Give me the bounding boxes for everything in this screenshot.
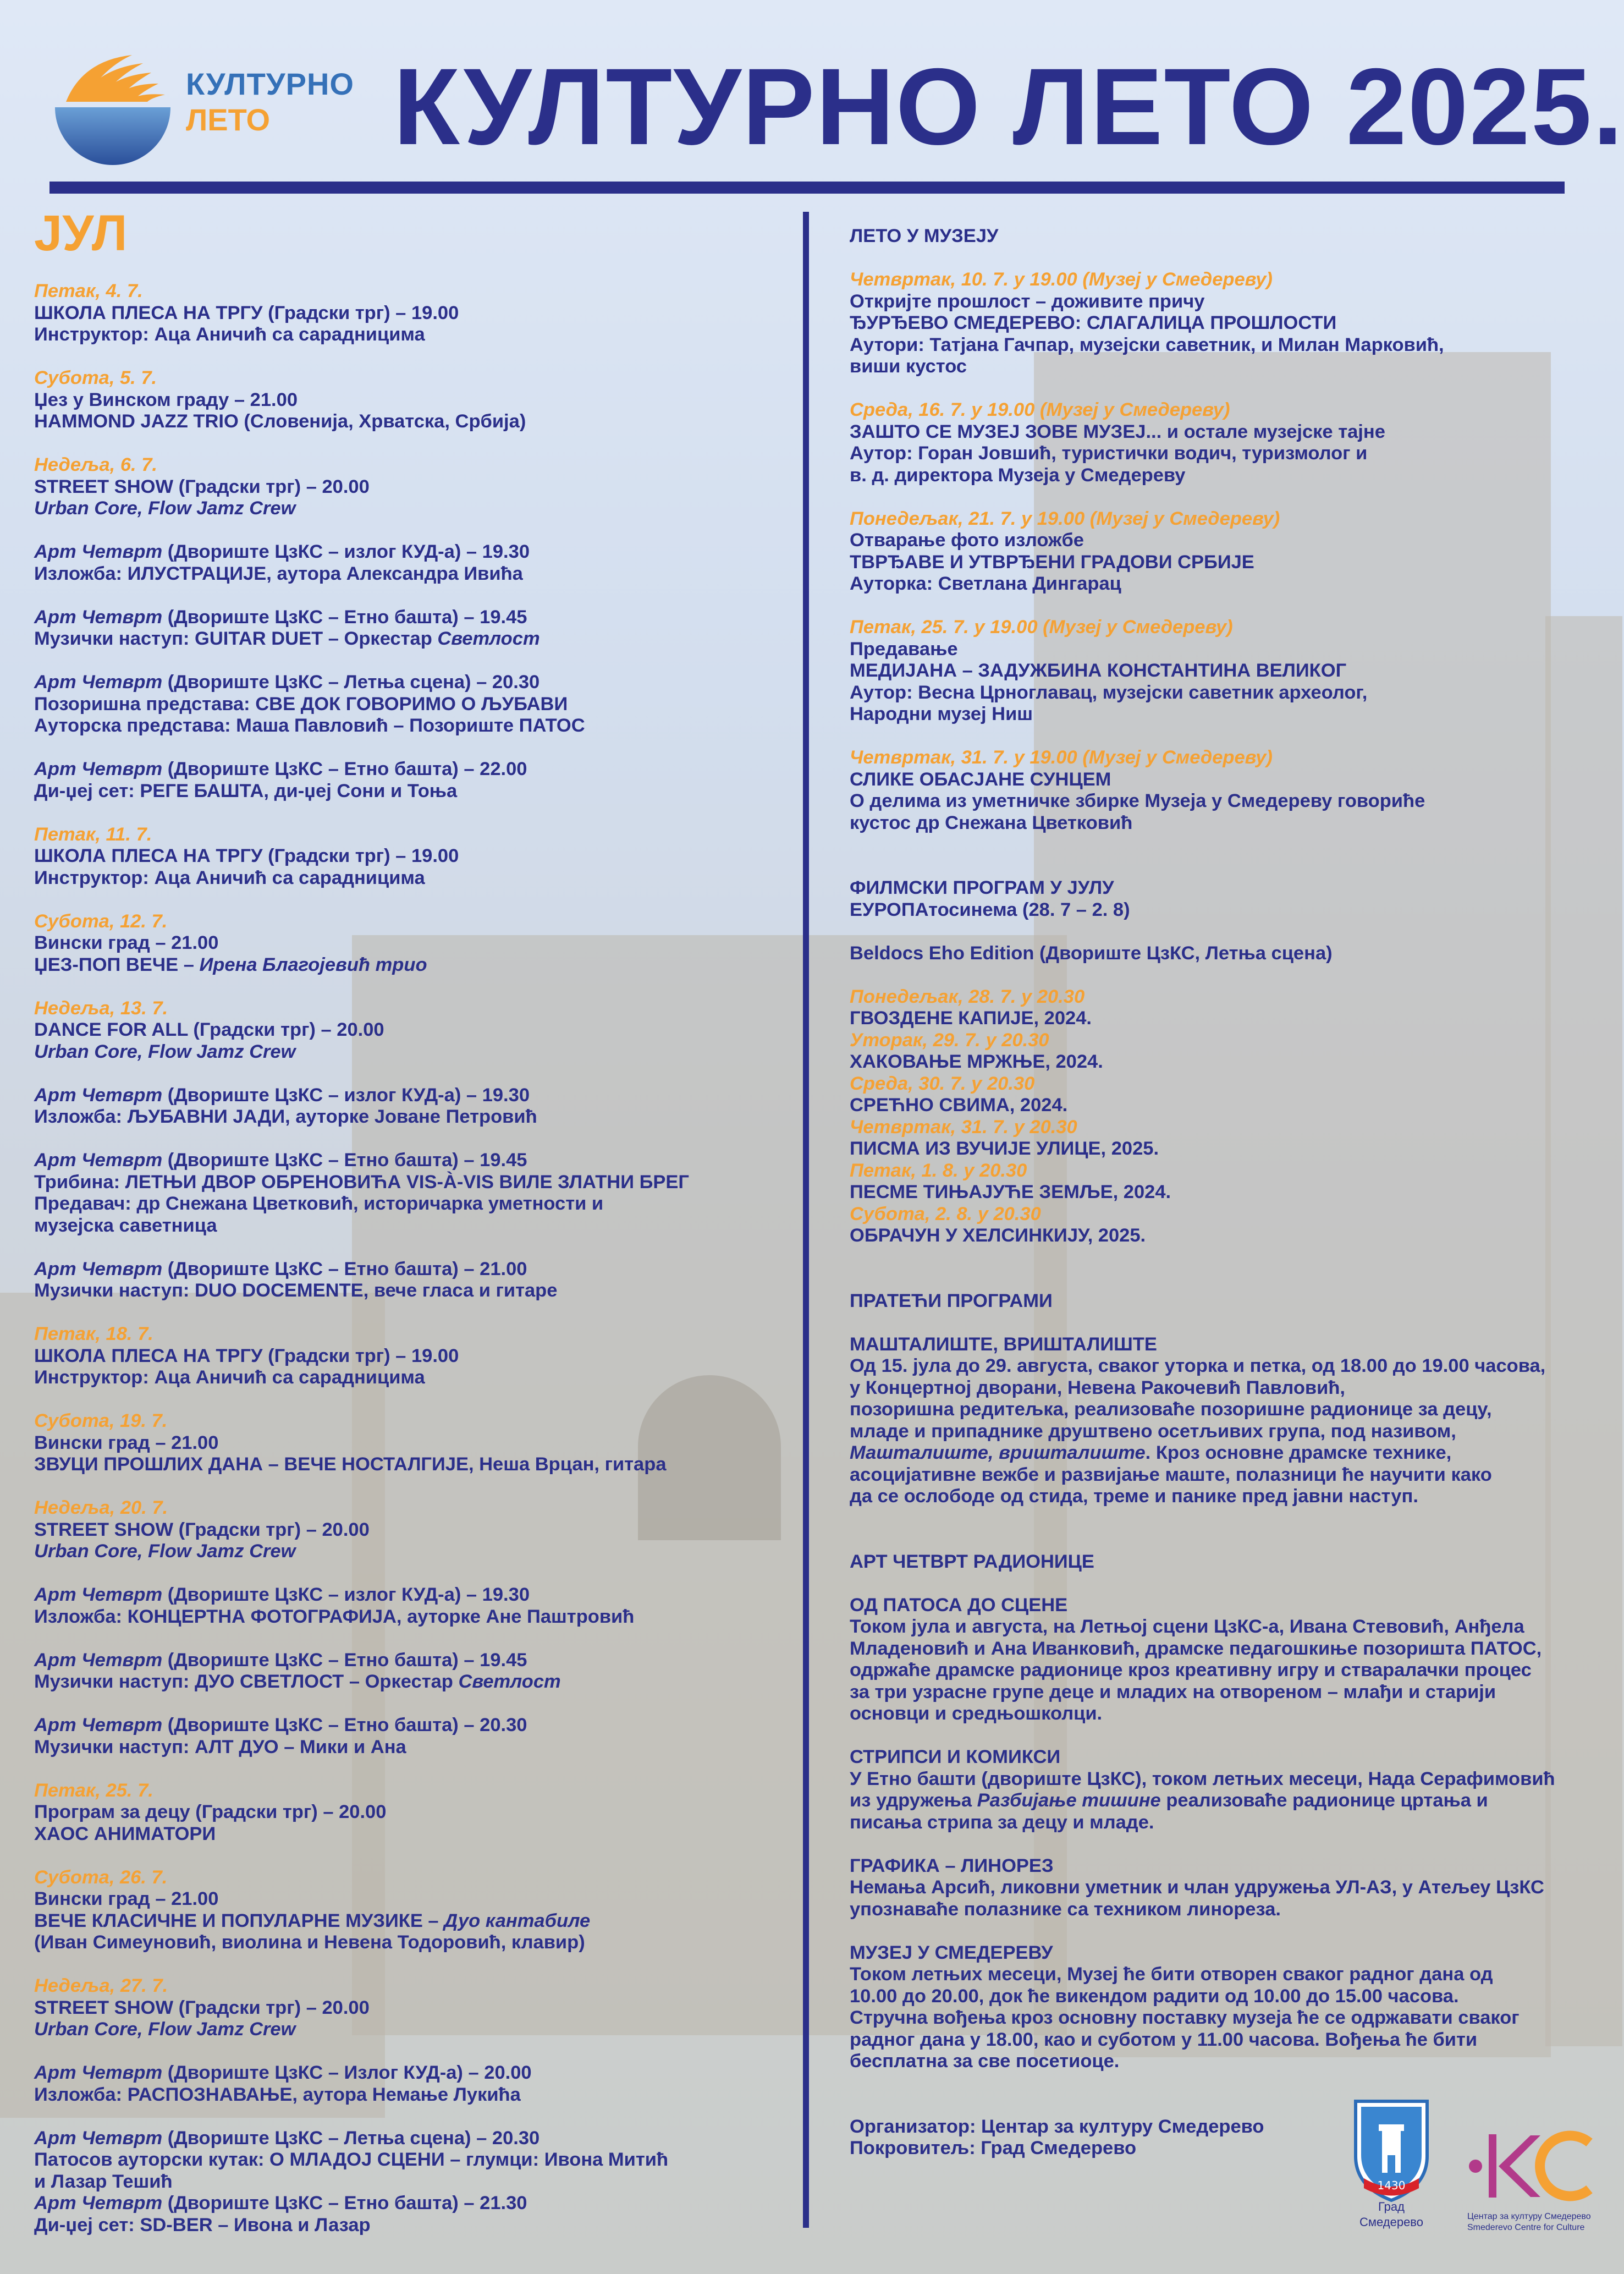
event-line xyxy=(34,476,793,498)
museum-heading: ЛЕТО У МУЗЕЈУ xyxy=(850,226,999,246)
event-line xyxy=(34,1650,793,1672)
event-line xyxy=(34,1519,793,1541)
event-item xyxy=(34,1085,793,1128)
event-date: Субота, 26. 7. xyxy=(34,1866,168,1888)
event-item xyxy=(34,672,793,737)
workshop-title: ГРАФИКА – ЛИНОРЕЗ xyxy=(850,1855,1054,1876)
text-segment: (Двориште ЦзКС – Етно башта) – 21.00 xyxy=(162,1258,527,1279)
logo-text-kulturno: КУЛТУРНО xyxy=(186,67,354,101)
event-line xyxy=(34,1280,793,1302)
film-screening-title: ОБРАЧУН У ХЕЛСИНКИЈУ, 2025. xyxy=(850,1225,1146,1246)
text-segment: (Двориште ЦзКС – Етно башта) – 19.45 xyxy=(162,1150,527,1171)
event-line xyxy=(34,1997,793,2019)
museum-event-line: виши кустос xyxy=(850,356,967,377)
text-segment: (Двориште ЦзКС – Етно башта) – 21.30 xyxy=(162,2193,527,2213)
text-segment: из удружења xyxy=(850,1790,977,1811)
text-segment: ВЕЧЕ КЛАСИЧНЕ И ПОПУЛАРНЕ МУЗИКЕ – xyxy=(34,1910,444,1931)
workshop-line xyxy=(850,1616,1614,1638)
side-program-line xyxy=(850,1442,1614,1464)
text-segment: (Двориште ЦзКС – излог КУД-а) – 19.30 xyxy=(162,541,530,562)
museum-event-line: кустос др Снежана Цветковић xyxy=(850,812,1133,833)
text-segment: (Двориште ЦзКС – Летња сцена) – 20.30 xyxy=(162,2127,540,2149)
museum-event-line: Откријте прошлост – доживите причу xyxy=(850,290,1205,312)
event-line xyxy=(34,694,793,716)
side-program-line xyxy=(850,1399,1614,1421)
title-divider xyxy=(49,182,1565,194)
organizer-text: Организатор: Центар за културу Смедерево xyxy=(850,2116,1264,2137)
text-segment: Вински град – 21.00 xyxy=(34,932,219,953)
text-segment: Дуо кантабиле xyxy=(444,1910,591,1931)
text-segment: Инструктор: Аца Аничић са сарадницима xyxy=(34,1367,425,1388)
museum-event-line: СЛИКЕ ОБАСЈАНЕ СУНЦЕМ xyxy=(850,768,1111,790)
side-program-line xyxy=(850,1355,1614,1377)
museum-event-date: Петак, 25. 7. у 19.00 (Музеј у Смедереву) xyxy=(850,617,1233,638)
workshop-line xyxy=(850,1768,1614,1790)
event-line xyxy=(34,1910,793,1932)
event-line xyxy=(34,954,793,976)
event-item xyxy=(34,607,793,650)
text-segment: да се ослободе од стида, треме и панике пред јавни наступ. xyxy=(850,1486,1418,1507)
text-segment: У Етно башти (двориште ЦзКС), током летњих месеци, Нада Серафимовић xyxy=(850,1768,1555,1789)
event-item xyxy=(34,824,793,889)
event-date: Недеља, 6. 7. xyxy=(34,454,157,475)
museum-event xyxy=(850,399,1614,486)
workshop-item xyxy=(850,1942,1614,2073)
text-segment: HAMMOND JAZZ TRIO (Словенија, Хрватска, Србија) xyxy=(34,411,526,432)
museum-event xyxy=(850,617,1614,726)
event-line xyxy=(34,2215,793,2237)
event-line xyxy=(34,1041,793,1063)
text-segment: Ди-џеј сет: SD-BER – Ивона и Лазар xyxy=(34,2214,371,2235)
event-line xyxy=(34,759,793,781)
text-segment: (Двориште ЦзКС – Етно башта) – 19.45 xyxy=(162,1649,527,1671)
film-screening-date: Среда, 30. 7. у 20.30 xyxy=(850,1073,1035,1094)
text-segment: Младеновић и Ана Иванковић, драмске педагошкиње позоришта ПАТОС, xyxy=(850,1638,1542,1659)
event-line xyxy=(34,1671,793,1693)
text-segment: упознаваће полазнике са техником линореза. xyxy=(850,1898,1281,1920)
text-segment: бесплатна за све посетиоце. xyxy=(850,2051,1120,2072)
event-line xyxy=(34,1019,793,1041)
workshop-line xyxy=(850,1986,1614,2008)
text-segment: ШКОЛА ПЛЕСА НА ТРГУ (Градски трг) – 19.00 xyxy=(34,1345,459,1366)
event-item xyxy=(34,1975,793,2041)
text-segment: младе и припаднике друштвено осетљивих група, под називом, xyxy=(850,1420,1456,1442)
text-segment: Арт Четврт xyxy=(34,1584,163,1605)
text-segment: Арт Четврт xyxy=(34,1649,163,1671)
event-line xyxy=(34,672,793,694)
text-segment: ЗВУЦИ ПРОШЛИХ ДАНА – ВЕЧЕ НОСТАЛГИЈЕ, Неша Врцан, гитара xyxy=(34,1454,667,1475)
text-segment: STREET SHOW (Градски трг) – 20.00 xyxy=(34,476,370,497)
event-line xyxy=(34,932,793,954)
event-date: Недеља, 20. 7. xyxy=(34,1497,168,1518)
workshop-title: ОД ПАТОСА ДО СЦЕНЕ xyxy=(850,1594,1068,1616)
event-line xyxy=(34,1367,793,1389)
event-line xyxy=(34,411,793,433)
event-line xyxy=(34,563,793,585)
text-segment: и Лазар Тешић xyxy=(34,2171,173,2192)
text-segment: Током јула и августа, на Летњој сцени ЦзКС-а, Ивана Стевовић, Анђела xyxy=(850,1616,1524,1637)
text-segment: Музички наступ: GUITAR DUET – Оркестар xyxy=(34,628,438,649)
event-line xyxy=(34,1606,793,1628)
text-segment: Арт Четврт xyxy=(34,2193,163,2213)
film-europa: ЕУРОПАтосинема (28. 7 – 2. 8) xyxy=(850,899,1130,920)
workshop-line xyxy=(850,1660,1614,1682)
museum-event xyxy=(850,508,1614,595)
museum-event-line: Аутор: Горан Јовшић, туристички водич, туризмолог и xyxy=(850,443,1368,464)
sponsor-text: Покровитељ: Град Смедерево xyxy=(850,2138,1137,2158)
czks-logo-icon xyxy=(1466,2123,1598,2206)
text-segment: Током летњих месеци, Музеј ће бити отворен сваког радног дана од xyxy=(850,1964,1493,1985)
text-segment: за три узрасне групе деце и младих на отвореном – млађи и старији xyxy=(850,1681,1496,1702)
event-item xyxy=(34,1497,793,1563)
text-segment: реализоваће радионице цртања и xyxy=(1160,1790,1488,1811)
text-segment: одржаће драмске радионице кроз креативну игру и стваралачки процес xyxy=(850,1660,1532,1680)
text-segment: 10.00 до 20.00, док ће викендом радити од 10.00 до 15.00 часова. xyxy=(850,1985,1459,2007)
film-screening-date: Петак, 1. 8. у 20.30 xyxy=(850,1160,1027,1181)
event-line xyxy=(34,1172,793,1194)
event-line xyxy=(34,1432,793,1454)
event-item xyxy=(34,367,793,433)
text-segment: Арт Четврт xyxy=(34,1258,163,1279)
museum-event-line: ТВРЂАВЕ И УТВРЂЕНИ ГРАДОВИ СРБИЈЕ xyxy=(850,551,1254,573)
text-segment: Стручна вођења кроз основну поставку музеја ће се одржавати сваког xyxy=(850,2007,1520,2028)
event-item xyxy=(34,1715,793,1758)
text-segment: ШКОЛА ПЛЕСА НА ТРГУ (Градски трг) – 19.00 xyxy=(34,302,459,323)
workshop-line xyxy=(850,1790,1614,1812)
event-line xyxy=(34,324,793,346)
museum-event-date: Среда, 16. 7. у 19.00 (Музеј у Смедереву) xyxy=(850,399,1230,420)
event-line xyxy=(34,607,793,629)
workshop-line xyxy=(850,1899,1614,1921)
film-screening-title: ПИСМА ИЗ ВУЧИЈЕ УЛИЦЕ, 2025. xyxy=(850,1138,1159,1159)
text-segment: (Иван Симеуновић, виолина и Невена Тодоровић, клавир) xyxy=(34,1932,585,1953)
museum-event-date: Понедељак, 21. 7. у 19.00 (Музеј у Смедереву) xyxy=(850,508,1280,529)
event-line xyxy=(34,867,793,889)
event-line xyxy=(34,2128,793,2150)
event-line xyxy=(34,2193,793,2215)
event-date: Петак, 25. 7. xyxy=(34,1779,153,1801)
event-item xyxy=(34,1259,793,1302)
month-heading: ЈУЛ xyxy=(34,205,128,261)
film-screening-date: Понедељак, 28. 7. у 20.30 xyxy=(850,986,1085,1007)
text-segment: писања стрипа за децу и младе. xyxy=(850,1811,1154,1833)
text-segment: (Двориште ЦзКС – излог КУД-а) – 19.30 xyxy=(162,1084,530,1106)
workshop-title: МУЗЕЈ У СМЕДЕРЕВУ xyxy=(850,1942,1053,1963)
workshop-line xyxy=(850,1703,1614,1725)
event-item xyxy=(34,454,793,520)
museum-event-line: Предавање xyxy=(850,638,958,660)
text-segment: (Двориште ЦзКС – Етно башта) – 19.45 xyxy=(162,606,527,628)
film-screening-date: Четвртак, 31. 7. у 20.30 xyxy=(850,1116,1077,1138)
event-item xyxy=(34,1323,793,1389)
event-line xyxy=(34,1193,793,1215)
event-line xyxy=(34,1737,793,1759)
workshop-item xyxy=(850,1595,1614,1725)
event-line xyxy=(34,1150,793,1172)
text-segment: Арт Четврт xyxy=(34,672,163,693)
film-screening-title: ГВОЗДЕНЕ КАПИЈЕ, 2024. xyxy=(850,1008,1092,1029)
side-program-line xyxy=(850,1464,1614,1486)
text-segment: Светлост xyxy=(458,1671,561,1692)
text-segment: (Двориште ЦзКС – Излог КУД-а) – 20.00 xyxy=(162,2062,532,2083)
text-segment: Арт Четврт xyxy=(34,2062,163,2083)
text-segment: Музички наступ: ДУО СВЕТЛОСТ – Оркестар xyxy=(34,1671,459,1692)
text-segment: Арт Четврт xyxy=(34,541,163,562)
text-segment: Позоришна представа: СВЕ ДОК ГОВОРИМО О ЉУБАВИ xyxy=(34,693,568,715)
text-segment: Инструктор: Аца Аничић са сарадницима xyxy=(34,867,425,888)
text-segment: Арт Четврт xyxy=(34,2127,163,2149)
event-line xyxy=(34,1932,793,1954)
event-date: Недеља, 27. 7. xyxy=(34,1975,168,1996)
workshop-line xyxy=(850,1638,1614,1660)
film-screening-title: ПЕСМЕ ТИЊАЈУЋЕ ЗЕМЉЕ, 2024. xyxy=(850,1182,1171,1202)
text-segment: (Двориште ЦзКС – Летња сцена) – 20.30 xyxy=(162,672,540,693)
event-line xyxy=(34,1454,793,1476)
workshop-line xyxy=(850,1812,1614,1834)
museum-event-line: Аутор: Весна Црноглавац, музејски саветник археолог, xyxy=(850,682,1368,703)
text-segment: Вински град – 21.00 xyxy=(34,1432,219,1453)
museum-event-date: Четвртак, 31. 7. у 19.00 (Музеј у Смедереву) xyxy=(850,747,1273,768)
event-date: Петак, 18. 7. xyxy=(34,1323,153,1344)
museum-event-line: О делима из уметничке збирке Музеја у Смедереву говориће xyxy=(850,790,1425,811)
film-screenings xyxy=(850,986,1614,1247)
workshop-line xyxy=(850,1877,1614,1899)
text-segment: . Кроз основне драмске технике, xyxy=(1145,1442,1452,1463)
event-line xyxy=(34,1259,793,1281)
text-segment: Ирена Благојевић трио xyxy=(199,954,427,975)
text-segment: музејска саветница xyxy=(34,1215,217,1236)
event-line xyxy=(34,541,793,563)
text-segment: Арт Четврт xyxy=(34,759,163,779)
event-line xyxy=(34,1715,793,1737)
text-segment: Urban Core, Flow Jamz Crew xyxy=(34,1541,296,1562)
text-segment: Арт Четврт xyxy=(34,1084,163,1106)
kulturno-leto-logo xyxy=(49,39,385,165)
text-segment: STREET SHOW (Градски трг) – 20.00 xyxy=(34,1997,370,2018)
event-line xyxy=(34,1106,793,1128)
event-item xyxy=(34,998,793,1063)
july-events-column xyxy=(34,281,793,2258)
museum-event-line: ЗАШТО СЕ МУЗЕЈ ЗОВЕ МУЗЕЈ... и остале музејске тајне xyxy=(850,421,1385,442)
event-date: Субота, 19. 7. xyxy=(34,1410,168,1431)
film-screening-date: Уторак, 29. 7. у 20.30 xyxy=(850,1029,1049,1051)
text-segment: Музички наступ: DUO DOCEMENTE, вече гласа и гитаре xyxy=(34,1280,558,1301)
logo-text-leto: ЛЕТО xyxy=(186,102,271,137)
event-item xyxy=(34,759,793,802)
text-segment: у Концертној дворани, Невена Ракочевић Павловић, xyxy=(850,1377,1346,1398)
text-segment: Немања Арсић, ликовни уметник и члан удружења УЛ-АЗ, у Атељеу ЦзКС xyxy=(850,1877,1544,1898)
event-item xyxy=(34,1780,793,1845)
text-segment: Предавач: др Снежана Цветковић, историчарка уметности и xyxy=(34,1193,604,1214)
event-date: Петак, 11. 7. xyxy=(34,823,152,845)
text-segment: Арт Четврт xyxy=(34,1150,163,1171)
workshop-item xyxy=(850,1746,1614,1833)
text-segment: Машталиште, вришталиште xyxy=(850,1442,1146,1463)
event-line xyxy=(34,715,793,737)
text-segment: Инструктор: Аца Аничић са сарадницима xyxy=(34,324,425,345)
workshop-list xyxy=(850,1595,1614,2073)
event-item xyxy=(34,541,793,585)
text-segment: STREET SHOW (Градски трг) – 20.00 xyxy=(34,1519,370,1540)
side-program-description xyxy=(850,1355,1614,1508)
sun-logo-icon xyxy=(49,39,176,165)
film-screening-title: ХАКОВАЊЕ МРЖЊЕ, 2024. xyxy=(850,1051,1103,1072)
museum-event-line: Ауторка: Светлана Дингарац xyxy=(850,573,1121,594)
event-line xyxy=(34,1345,793,1367)
text-segment: Трибина: ЛЕТЊИ ДВОР ОБРЕНОВИЋА VIS-À-VIS ВИЛЕ ЗЛАТНИ БРЕГ xyxy=(34,1171,689,1193)
event-line xyxy=(34,1823,793,1845)
event-line xyxy=(34,1215,793,1237)
workshop-line xyxy=(850,2051,1614,2073)
museum-event-line: Народни музеј Ниш xyxy=(850,704,1033,724)
czks-label: Центар за културу Смедерево Smederevo Centre for Culture xyxy=(1467,2212,1591,2232)
column-divider xyxy=(803,212,809,2228)
event-item xyxy=(34,911,793,976)
event-date: Недеља, 13. 7. xyxy=(34,997,168,1019)
museum-event-line: в. д. директора Музеја у Смедереву xyxy=(850,464,1186,486)
text-segment: Патосов ауторски кутак: О МЛАДОЈ СЦЕНИ – глумци: Ивона Митић xyxy=(34,2149,669,2170)
event-line xyxy=(34,845,793,867)
event-line xyxy=(34,1584,793,1606)
museum-event-line: Аутори: Татјана Гачпар, музејски саветник, и Милан Марковић, xyxy=(850,334,1444,355)
text-segment: DANCE FOR ALL (Градски трг) – 20.00 xyxy=(34,1019,384,1040)
workshop-line xyxy=(850,1682,1614,1704)
side-program-title: МАШТАЛИШТЕ, ВРИШТАЛИШТЕ xyxy=(850,1333,1157,1355)
crest-year: 1430 xyxy=(1377,2179,1406,2192)
event-line xyxy=(34,498,793,520)
event-item xyxy=(34,2128,793,2237)
event-item xyxy=(34,1650,793,1693)
workshop-title: СТРИПСИ И КОМИКСИ xyxy=(850,1746,1061,1767)
event-date: Субота, 5. 7. xyxy=(34,367,157,388)
text-segment: Изложба: РАСПОЗНАВАЊЕ, аутора Немање Лукића xyxy=(34,2084,521,2105)
text-segment: Urban Core, Flow Jamz Crew xyxy=(34,2019,296,2040)
film-screening-date: Субота, 2. 8. у 20.30 xyxy=(850,1203,1041,1224)
text-segment: Urban Core, Flow Jamz Crew xyxy=(34,498,296,519)
event-line xyxy=(34,2019,793,2041)
event-line xyxy=(34,2062,793,2084)
text-segment: Изложба: ЉУБАВНИ ЈАДИ, ауторке Јоване Петровић xyxy=(34,1106,537,1127)
text-segment: Од 15. јула до 29. августа, сваког уторка и петка, од 18.00 до 19.00 часова, xyxy=(850,1355,1546,1376)
page-title: КУЛТУРНО ЛЕТО 2025. xyxy=(393,46,1624,167)
event-line xyxy=(34,628,793,650)
text-segment: Арт Четврт xyxy=(34,1715,163,1735)
event-line xyxy=(34,2171,793,2193)
side-program-line xyxy=(850,1486,1614,1508)
text-segment: Разбијање тишине xyxy=(977,1790,1161,1811)
text-segment: Џез у Винском граду – 21.00 xyxy=(34,389,298,410)
text-segment: позоришна редитељка, реализоваће позоришне радионице за децу, xyxy=(850,1399,1492,1420)
right-column xyxy=(850,226,1614,2160)
museum-event-line: Отварање фото изложбе xyxy=(850,530,1084,551)
museum-event-line: ЂУРЂЕВО СМЕДЕРЕВО: СЛАГАЛИЦА ПРОШЛОСТИ xyxy=(850,312,1337,333)
text-segment: асоцијативне вежбе и развијање маште, полазници ће научити како xyxy=(850,1464,1492,1485)
text-segment: (Двориште ЦзКС – Етно башта) – 20.30 xyxy=(162,1715,527,1735)
text-segment: Програм за децу (Градски трг) – 20.00 xyxy=(34,1801,387,1822)
museum-event xyxy=(850,747,1614,834)
event-line xyxy=(34,1085,793,1107)
text-segment: ХАОС АНИМАТОРИ xyxy=(34,1823,216,1844)
text-segment: Ди-џеј сет: РЕГЕ БАШТА, ди-џеј Сони и Тоња xyxy=(34,780,458,801)
event-item xyxy=(34,1410,793,1476)
event-line xyxy=(34,1888,793,1910)
event-line xyxy=(34,1541,793,1563)
event-item xyxy=(34,1150,793,1237)
event-line xyxy=(34,303,793,325)
side-programs-heading: ПРАТЕЋИ ПРОГРАМИ xyxy=(850,1290,1053,1311)
text-segment: Urban Core, Flow Jamz Crew xyxy=(34,1041,296,1062)
event-item xyxy=(34,2062,793,2106)
event-item xyxy=(34,281,793,346)
event-date: Субота, 12. 7. xyxy=(34,910,168,932)
text-segment: Вински град – 21.00 xyxy=(34,1888,219,1909)
museum-event-line: МЕДИЈАНА – ЗАДУЖБИНА КОНСТАНТИНА ВЕЛИКОГ xyxy=(850,660,1347,681)
event-line xyxy=(34,1801,793,1823)
text-segment: (Двориште ЦзКС – Етно башта) – 22.00 xyxy=(162,759,527,779)
film-beldocs: Beldocs Eho Edition (Двориште ЦзКС, Летња сцена) xyxy=(850,942,1333,964)
event-item xyxy=(34,1584,793,1628)
text-segment: Музички наступ: АЛТ ДУО – Мики и Ана xyxy=(34,1736,406,1757)
text-segment: Изложба: КОНЦЕРТНА ФОТОГРАФИЈА, ауторке Ане Паштровић xyxy=(34,1606,635,1627)
event-line xyxy=(34,2084,793,2106)
museum-events xyxy=(850,269,1614,834)
workshop-line xyxy=(850,2007,1614,2029)
workshop-line xyxy=(850,1964,1614,1986)
film-heading: ФИЛМСКИ ПРОГРАМ У ЈУЛУ xyxy=(850,877,1114,898)
event-item xyxy=(34,1867,793,1954)
text-segment: (Двориште ЦзКС – излог КУД-а) – 19.30 xyxy=(162,1584,530,1605)
workshop-line xyxy=(850,2029,1614,2051)
crest-label: Град Смедерево xyxy=(1359,2200,1423,2229)
text-segment: ЏЕЗ-ПОП ВЕЧЕ – xyxy=(34,954,200,975)
text-segment: Изложба: ИЛУСТРАЦИЈЕ, аутора Александра Ивића xyxy=(34,563,523,584)
event-date: Петак, 4. 7. xyxy=(34,281,143,301)
museum-event xyxy=(850,269,1614,378)
text-segment: Светлост xyxy=(437,628,540,649)
museum-event-date: Четвртак, 10. 7. у 19.00 (Музеј у Смедереву) xyxy=(850,269,1273,290)
text-segment: радног дана у 18.00, као и суботом у 11.00 часова. Вођења ће бити xyxy=(850,2029,1478,2050)
text-segment: Арт Четврт xyxy=(34,606,163,628)
text-segment: ШКОЛА ПЛЕСА НА ТРГУ (Градски трг) – 19.00 xyxy=(34,845,459,866)
film-screening-title: СРЕЋНО СВИМА, 2024. xyxy=(850,1095,1068,1116)
workshop-item xyxy=(850,1855,1614,1921)
text-segment: основци и средњошколци. xyxy=(850,1703,1103,1724)
side-program-line xyxy=(850,1377,1614,1399)
text-segment: Ауторска представа: Маша Павловић – Позориште ПАТОС xyxy=(34,715,585,736)
workshops-heading: АРТ ЧЕТВРТ РАДИОНИЦЕ xyxy=(850,1551,1094,1572)
event-line xyxy=(34,781,793,803)
event-line xyxy=(34,389,793,411)
event-line xyxy=(34,2149,793,2171)
side-program-line xyxy=(850,1421,1614,1443)
